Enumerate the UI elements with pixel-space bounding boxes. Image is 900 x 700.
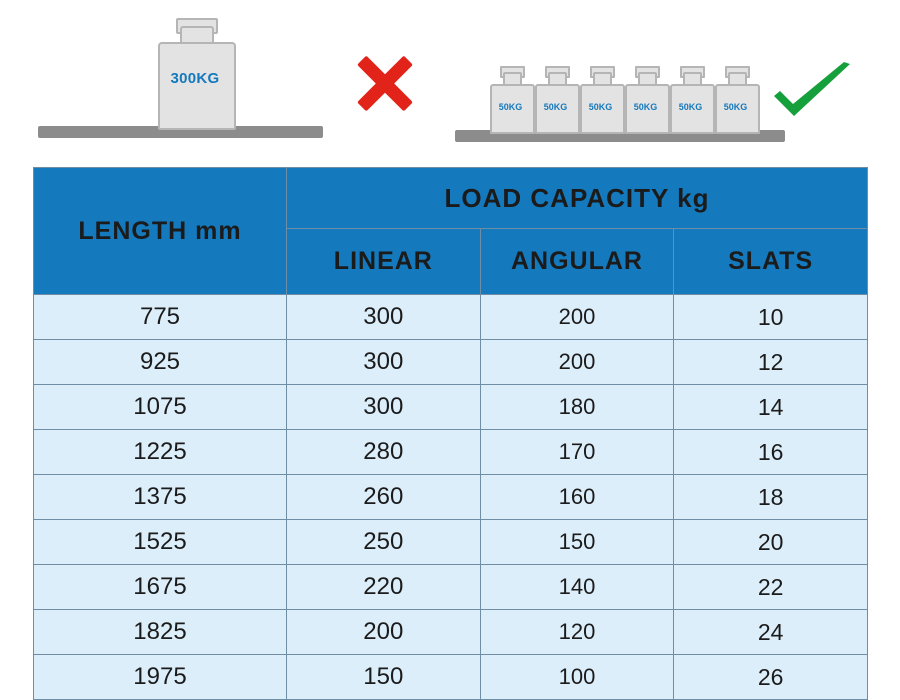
table-row — [34, 655, 868, 700]
table-header-row-1 — [34, 168, 868, 229]
cell-slats: 20 — [674, 520, 868, 565]
load-distribution-illustration — [0, 0, 900, 160]
cell-angular: 160 — [480, 475, 674, 520]
cell-angular: 100 — [480, 655, 674, 700]
table-body — [34, 295, 868, 700]
table-row — [34, 475, 868, 520]
cell-angular: 140 — [480, 565, 674, 610]
column-group-header-load-capacity: LOAD CAPACITY kg — [287, 168, 868, 229]
cell-linear: 280 — [287, 430, 481, 475]
column-header-length: LENGTH mm — [34, 168, 287, 295]
cell-angular: 120 — [480, 610, 674, 655]
cell-slats: 14 — [674, 385, 868, 430]
cell-linear: 150 — [287, 655, 481, 700]
light-weight-icon — [580, 66, 621, 130]
cell-length: 1075 — [34, 385, 287, 430]
load-capacity-table-wrapper — [33, 167, 868, 700]
cell-slats: 24 — [674, 610, 868, 655]
table-row — [34, 610, 868, 655]
cell-angular: 150 — [480, 520, 674, 565]
light-weight-icon — [670, 66, 711, 130]
table-row — [34, 295, 868, 340]
cell-linear: 300 — [287, 385, 481, 430]
cell-slats: 26 — [674, 655, 868, 700]
cell-slats: 10 — [674, 295, 868, 340]
green-check-icon — [772, 62, 852, 122]
good-example-group — [455, 8, 785, 148]
cell-length: 1675 — [34, 565, 287, 610]
bad-example-group — [38, 8, 323, 148]
cell-length: 1225 — [34, 430, 287, 475]
load-capacity-table — [33, 167, 868, 700]
cell-slats: 22 — [674, 565, 868, 610]
table-row — [34, 385, 868, 430]
cell-angular: 180 — [480, 385, 674, 430]
light-weight-icon — [715, 66, 756, 130]
cell-length: 1525 — [34, 520, 287, 565]
table-row — [34, 430, 868, 475]
column-header-linear: LINEAR — [287, 229, 481, 295]
cell-length: 1375 — [34, 475, 287, 520]
heavy-weight-icon — [158, 18, 232, 126]
table-row — [34, 340, 868, 385]
cell-linear: 220 — [287, 565, 481, 610]
cell-length: 775 — [34, 295, 287, 340]
light-weight-label: 50KG — [723, 102, 748, 112]
table-row — [34, 520, 868, 565]
light-weight-icon — [535, 66, 576, 130]
light-weight-icon — [490, 66, 531, 130]
cell-length: 1825 — [34, 610, 287, 655]
column-header-slats: SLATS — [674, 229, 868, 295]
light-weight-label: 50KG — [498, 102, 523, 112]
light-weight-icon — [625, 66, 666, 130]
red-cross-icon — [352, 50, 418, 116]
cell-linear: 250 — [287, 520, 481, 565]
cell-slats: 18 — [674, 475, 868, 520]
distributed-weights-row — [490, 66, 760, 130]
table-row — [34, 565, 868, 610]
cell-angular: 200 — [480, 295, 674, 340]
cell-length: 1975 — [34, 655, 287, 700]
light-weight-label: 50KG — [633, 102, 658, 112]
cell-slats: 12 — [674, 340, 868, 385]
cell-linear: 300 — [287, 295, 481, 340]
cell-length: 925 — [34, 340, 287, 385]
light-weight-label: 50KG — [678, 102, 703, 112]
heavy-weight-label: 300KG — [170, 70, 220, 87]
table-header — [34, 168, 868, 295]
light-weight-label: 50KG — [588, 102, 613, 112]
column-header-angular: ANGULAR — [480, 229, 674, 295]
cell-angular: 170 — [480, 430, 674, 475]
cell-angular: 200 — [480, 340, 674, 385]
cell-linear: 200 — [287, 610, 481, 655]
light-weight-label: 50KG — [543, 102, 568, 112]
cell-slats: 16 — [674, 430, 868, 475]
cell-linear: 300 — [287, 340, 481, 385]
cell-linear: 260 — [287, 475, 481, 520]
